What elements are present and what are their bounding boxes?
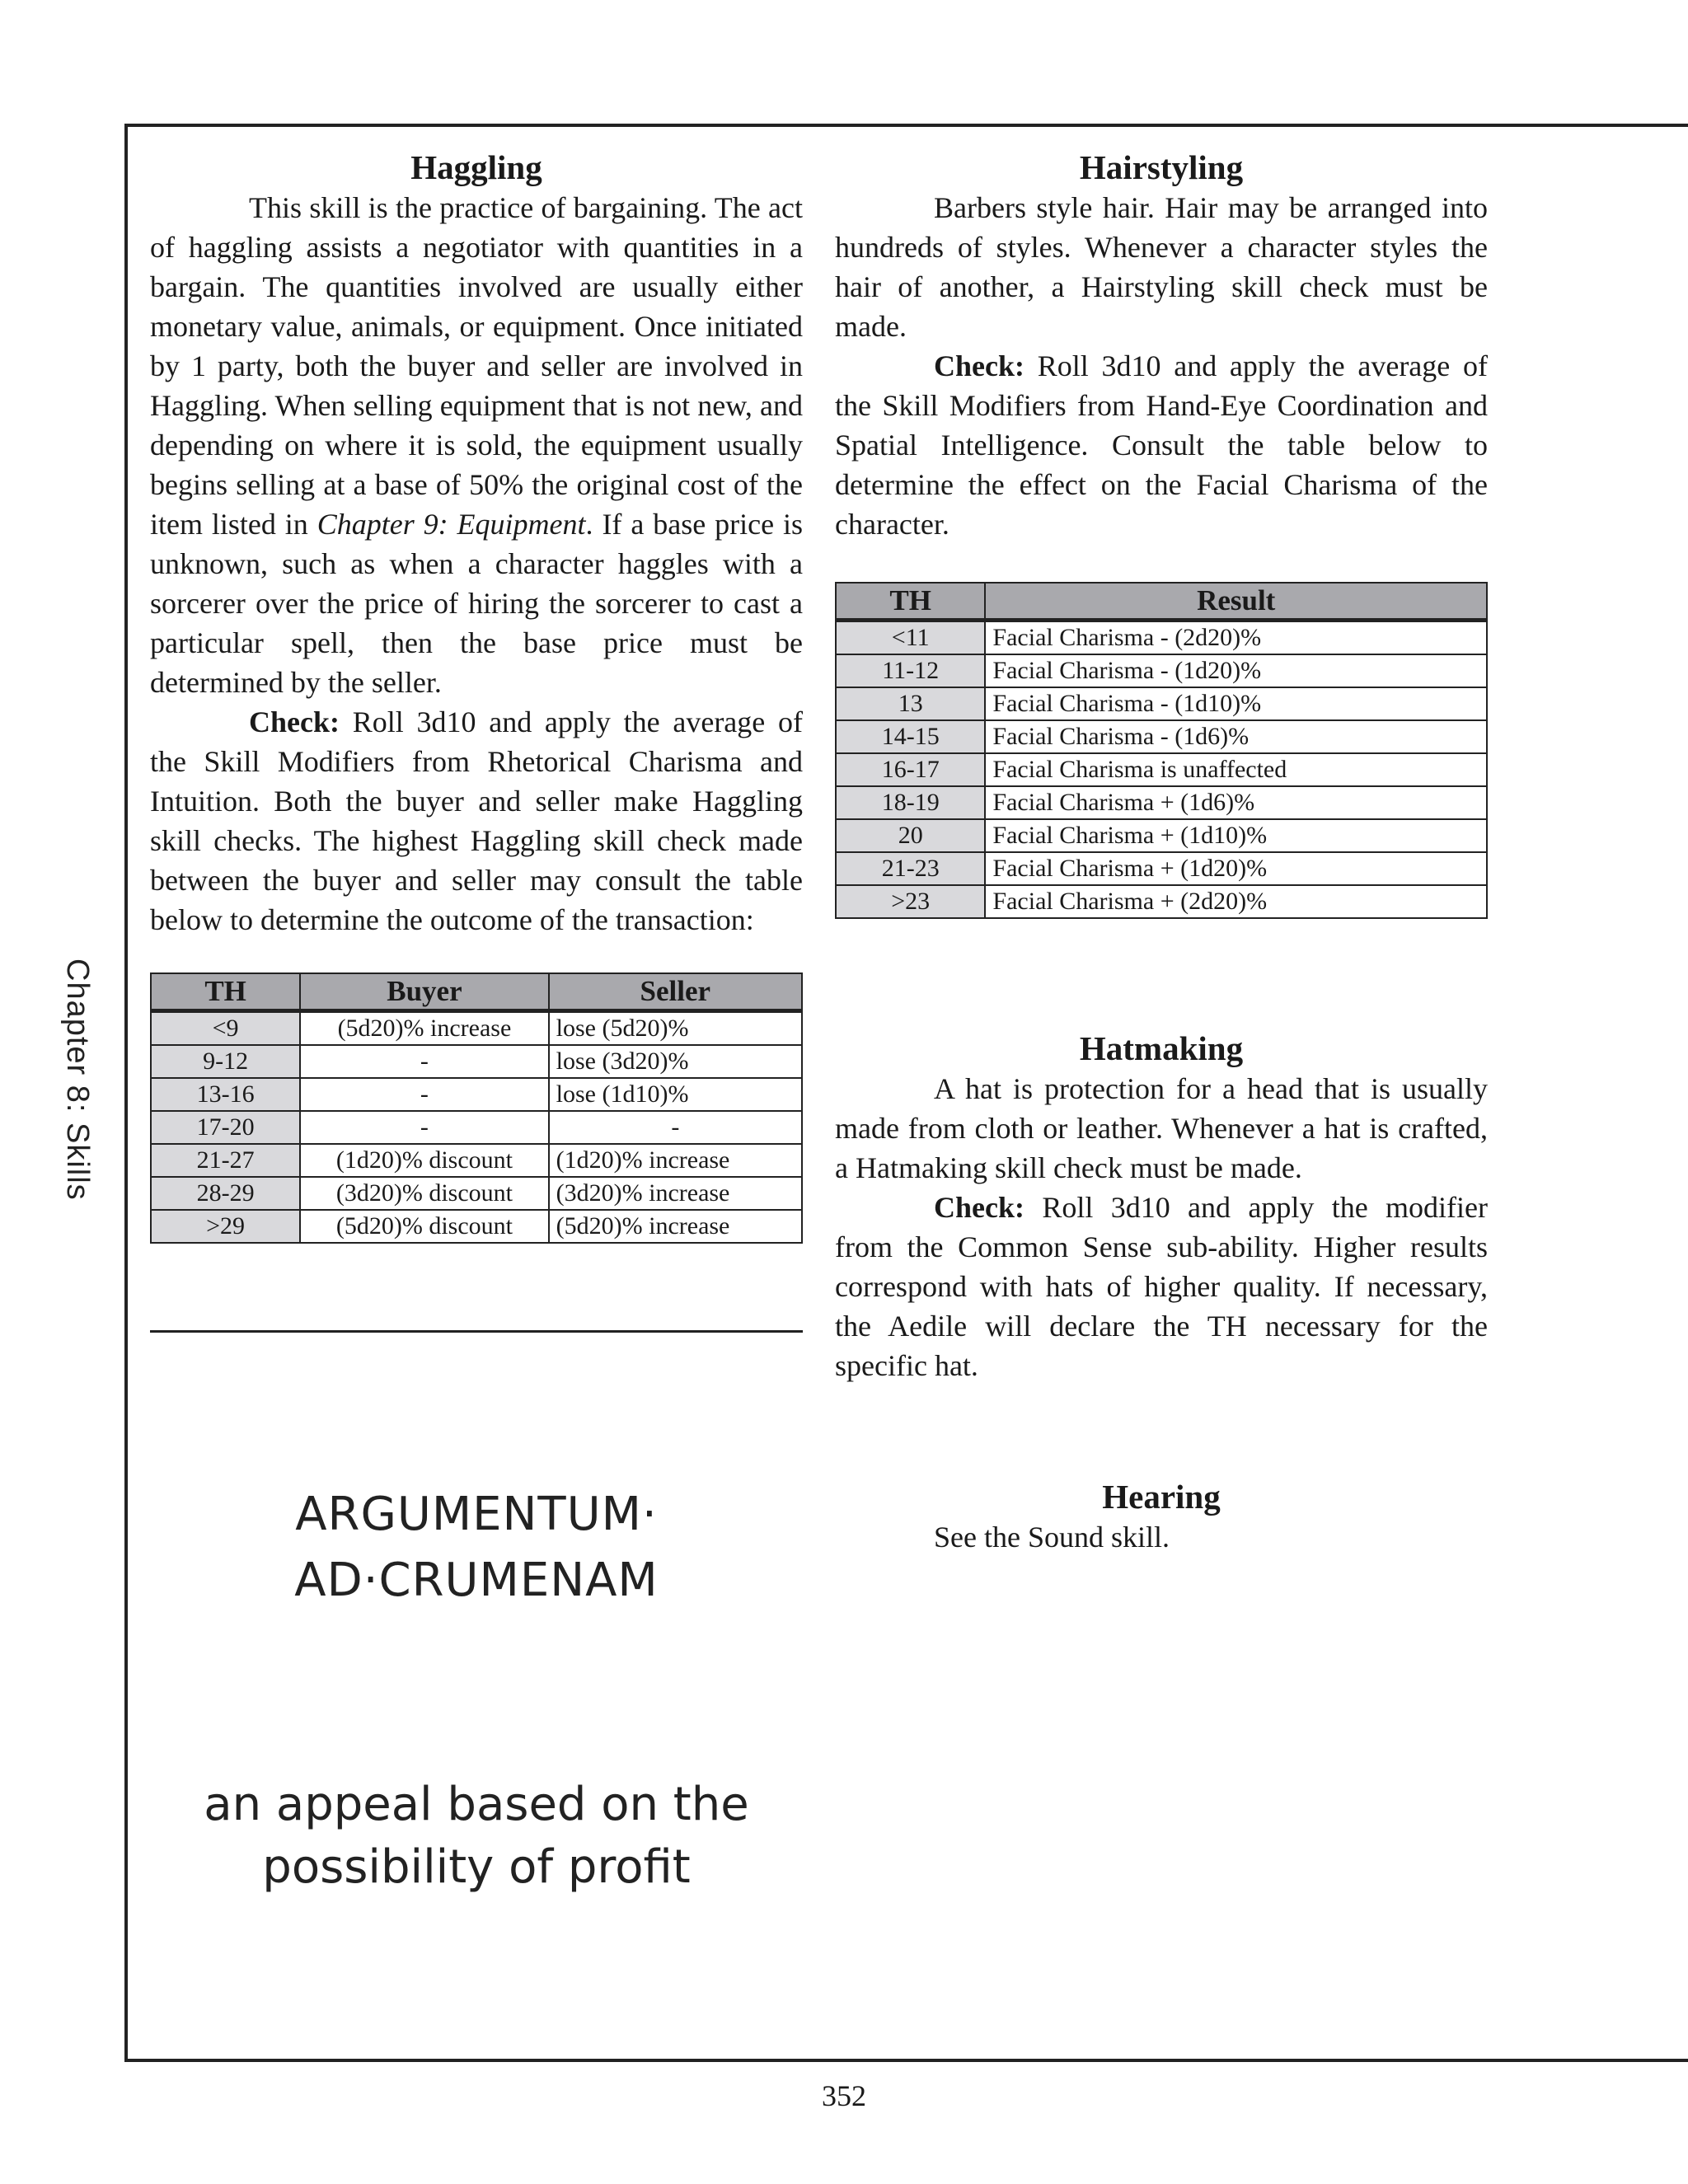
hairstyling-description: Barbers style hair. Hair may be arranged into hundreds of styles. Whenever a character styles the hair of another, a Hairstyling skill check must be made. xyxy=(835,191,1488,343)
table-row: 16-17 Facial Charisma is unaffected xyxy=(836,753,1487,786)
hatmaking-title: Hatmaking xyxy=(1079,1029,1244,1067)
table-row: 20 Facial Charisma + (1d10)% xyxy=(836,819,1487,852)
hatmaking-section xyxy=(835,1028,1488,1385)
table-header: Seller xyxy=(549,973,802,1011)
page-frame-left xyxy=(124,124,128,2062)
page-frame-top xyxy=(124,124,1688,127)
page-number: 352 xyxy=(822,2079,866,2112)
hearing-title: Hearing xyxy=(1102,1478,1221,1516)
right-column xyxy=(835,147,1488,1557)
table-header: TH xyxy=(151,973,300,1011)
chapter-reference: Chapter 9: Equipment xyxy=(316,508,586,541)
table-row: >29 (5d20)% discount (5d20)% increase xyxy=(151,1210,802,1243)
table-header: Result xyxy=(985,583,1487,621)
left-column xyxy=(150,147,803,1244)
table-row: >23 Facial Charisma + (2d20)% xyxy=(836,885,1487,918)
haggling-table xyxy=(150,972,803,1244)
table-row: 21-27 (1d20)% discount (1d20)% increase xyxy=(151,1144,802,1177)
hatmaking-check: Check: Roll 3d10 and apply the modifier from the Common Sense sub-ability. Higher results correspond with hats of higher quality. If necessary, the Aedile will declare the TH necessary for the specific hat. xyxy=(835,1191,1488,1382)
table-row: 14-15 Facial Charisma - (1d6)% xyxy=(836,720,1487,753)
motto-translation: an appeal based on the possibility of profit xyxy=(204,1778,749,1894)
table-row: 13-16 - lose (1d10)% xyxy=(151,1078,802,1111)
haggling-description: This skill is the practice of bargaining. The act of haggling assists a negotiator with quantities in a bargain. The quantities involved are usually either monetary value, animals, or equipment. Once initiated by 1 party, both the buyer and seller are involved in Haggling. When selling equipment that is not new, and depending on where it is sold, the equipment usually begins selling at a base of 50% the original cost of the item listed in Chapter 9: Equipment. If a base price is unknown, such as when a character haggles with a sorcerer over the price of hiring the sorcerer to cast a particular spell, then the base price must be determined by the seller. xyxy=(150,191,803,699)
check-label: Check: xyxy=(249,705,340,738)
hearing-description: See the Sound skill. xyxy=(934,1521,1170,1554)
table-row: <11 Facial Charisma - (2d20)% xyxy=(836,621,1487,655)
latin-motto: ARGUMENTUM· AD·CRUMENAM xyxy=(294,1488,659,1607)
hairstyling-title: Hairstyling xyxy=(1079,148,1244,186)
table-row: 13 Facial Charisma - (1d10)% xyxy=(836,687,1487,720)
hairstyling-table xyxy=(835,582,1488,919)
page-frame-bottom xyxy=(124,2059,1688,2062)
section-divider xyxy=(150,1330,803,1333)
chapter-side-label: Chapter 8: Skills xyxy=(60,958,95,1201)
table-row: 28-29 (3d20)% discount (3d20)% increase xyxy=(151,1177,802,1210)
haggling-title: Haggling xyxy=(410,148,542,186)
table-row: 21-23 Facial Charisma + (1d20)% xyxy=(836,852,1487,885)
table-row: 11-12 Facial Charisma - (1d20)% xyxy=(836,654,1487,687)
table-header: Buyer xyxy=(300,973,548,1011)
check-label: Check: xyxy=(934,349,1025,382)
hatmaking-description: A hat is protection for a head that is usually made from cloth or leather. Whenever a hat is crafted, a Hatmaking skill check must be made. xyxy=(835,1072,1488,1184)
hairstyling-check: Check: Roll 3d10 and apply the average of the Skill Modifiers from Hand-Eye Coordination and Spatial Intelligence. Consult the table below to determine the effect on the Facial Charisma of the character. xyxy=(835,349,1488,541)
table-row: 17-20 - - xyxy=(151,1111,802,1144)
hairstyling-section xyxy=(835,147,1488,919)
check-label: Check: xyxy=(934,1191,1025,1224)
table-row: <9 (5d20)% increase lose (5d20)% xyxy=(151,1011,802,1046)
table-row: 18-19 Facial Charisma + (1d6)% xyxy=(836,786,1487,819)
table-row: 9-12 - lose (3d20)% xyxy=(151,1045,802,1078)
table-header: TH xyxy=(836,583,985,621)
hearing-section xyxy=(835,1476,1488,1557)
haggling-check: Check: Roll 3d10 and apply the average of the Skill Modifiers from Rhetorical Charisma and Intuition. Both the buyer and seller make Haggling skill checks. The highest Haggling skill check made between the buyer and seller may consult the table below to determine the outcome of the transaction: xyxy=(150,705,803,936)
haggling-section xyxy=(150,147,803,1244)
